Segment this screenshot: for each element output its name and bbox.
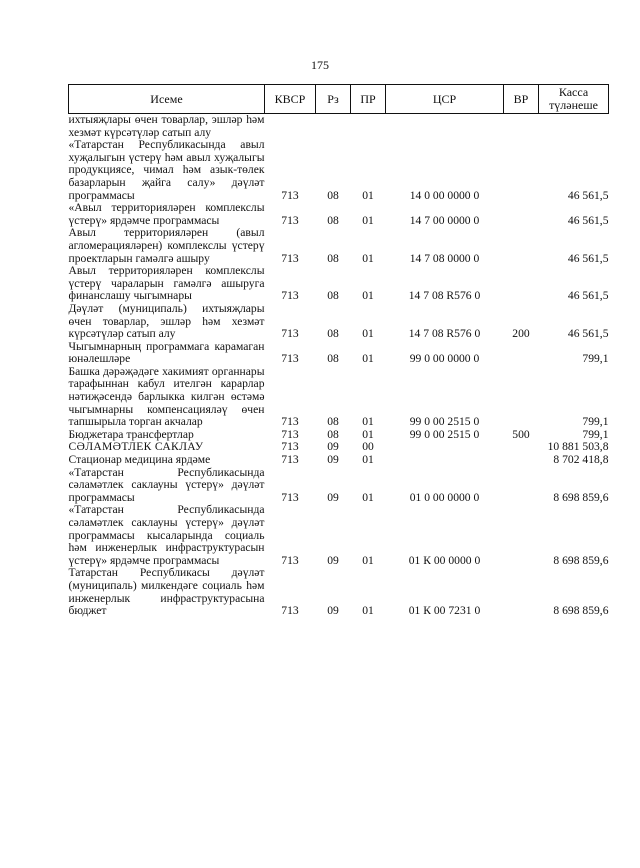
cell-amount: 46 561,5 [567,251,609,265]
cell-pr: 01 [362,553,374,567]
cell-csr: 01 0 00 0000 0 [409,490,480,504]
cell-csr: 14 7 08 0000 0 [409,251,480,265]
cell-name: Стационар медицина ярдәме [68,453,211,467]
cell-vr [504,567,539,617]
cell-kvsr: 713 [281,453,299,467]
cell-pr: 01 [362,213,374,227]
cell-pr: 01 [362,352,374,366]
cell-rz: 08 [327,352,339,366]
header-vr: ВР [504,85,539,114]
cell-rz: 08 [327,427,339,441]
cell-csr: 99 0 00 2515 0 [409,427,480,441]
cell-vr [504,454,539,467]
cell-vr [504,504,539,567]
header-pr: ПР [351,85,386,114]
cell-vr [504,139,539,202]
cell-pr: 00 [362,440,374,454]
cell-pr: 01 [362,490,374,504]
table-row [69,139,609,202]
cell-vr [504,341,539,366]
cell-kvsr [265,114,316,140]
cell-rz: 08 [327,188,339,202]
header-kassa: Касса түләнеше [539,85,609,114]
cell-amount: 8 698 859,6 [553,553,609,567]
cell-rz: 09 [327,490,339,504]
cell-rz: 08 [327,289,339,303]
cell-name: Авыл территорияләрен (авыл агломерацияләрен) комплекслы үстерү проектларын гамәлгә ашыру [68,226,265,265]
cell-pr: 01 [362,453,374,467]
cell-amount: 8 698 859,6 [553,604,609,618]
cell-vr [504,441,539,454]
cell-csr: 14 7 08 R576 0 [408,327,481,341]
cell-name: Авыл территорияләрен комплекслы үстерү чараларын гамәлгә ашыруга финанслашу чыгымнары [68,264,265,303]
cell-amount: 46 561,5 [567,327,609,341]
table-row [69,227,609,265]
cell-kvsr: 713 [281,213,299,227]
cell-name: Чыгымнарның программага карамаган юнәлешләре [68,339,265,366]
cell-pr: 01 [362,327,374,341]
cell-name: «Татарстан Республикасында сәламәтлек саклауны үстерү» дәүләт программасы [68,465,265,504]
header-kvsr: КВСР [265,85,316,114]
cell-name: «Татарстан Республикасында сәламәтлек саклауны үстерү» дәүләт программасы кысаларында социаль һәм инженерлык инфраструктурасын үстерү» ярдәмче программасы [68,503,265,567]
cell-vr [504,265,539,303]
cell-rz: 09 [327,453,339,467]
cell-csr: 14 7 00 0000 0 [409,213,480,227]
cell-name: СӘЛАМӘТЛЕК САКЛАУ [68,440,204,454]
cell-csr [386,114,504,140]
cell-kvsr: 713 [281,427,299,441]
table-row [69,567,609,617]
cell-csr: 14 7 08 R576 0 [408,289,481,303]
cell-csr: 99 0 00 0000 0 [409,352,480,366]
header-name: Исеме [69,85,265,114]
table-header-row [69,85,609,114]
cell-amount [539,114,609,140]
cell-rz: 08 [327,415,339,429]
cell-pr: 01 [362,604,374,618]
cell-rz: 09 [327,440,339,454]
cell-kvsr: 713 [281,490,299,504]
cell-kvsr: 713 [281,352,299,366]
table-row [69,114,609,140]
cell-pr: 01 [362,289,374,303]
cell-csr [386,441,504,454]
page-number: 175 [311,58,329,72]
table-row [69,202,609,227]
header-csr: ЦСР [386,85,504,114]
cell-pr: 01 [362,188,374,202]
cell-vr [504,366,539,429]
table-row [69,467,609,505]
cell-kvsr: 713 [281,327,299,341]
cell-csr: 99 0 00 2515 0 [409,415,480,429]
cell-rz [316,114,351,140]
cell-rz: 09 [327,553,339,567]
cell-name: Татарстан Республикасы дәүләт (муниципаль) милкендәге социаль һәм инженерлык инфраструктурасына бюджет [68,566,265,618]
cell-amount: 46 561,5 [567,213,609,227]
cell-name: Башка дәрәҗәдәге хакимият органнары тарафыннан кабул ителгән карарлар нәтиҗәсендә барлыкка килгән өстәмә чыгымнарны компенсацияләү өчен тапшырыла торган акчалар [68,364,265,429]
cell-amount: 8 702 418,8 [553,453,609,467]
cell-rz: 08 [327,251,339,265]
cell-amount: 8 698 859,6 [553,490,609,504]
cell-pr: 01 [362,415,374,429]
cell-amount: 46 561,5 [567,289,609,303]
cell-kvsr: 713 [281,604,299,618]
cell-pr [351,114,386,140]
cell-kvsr: 713 [281,289,299,303]
table-body [69,114,609,618]
table-row [69,454,609,467]
cell-name: «Татарстан Республикасында авыл хуҗалыгын үстерү һәм авыл хуҗалыгы продукциясе, чимал һәм азык-төлек базарларын җайга салу» дәүләт программасы [68,138,265,202]
cell-vr [504,467,539,505]
table-row [69,265,609,303]
cell-vr [504,114,539,140]
cell-pr: 01 [362,427,374,441]
cell-rz: 09 [327,604,339,618]
cell-name: ихтыяҗлары өчен товарлар, эшләр һәм хезмәт күрсәтүләр сатып алу [68,113,265,139]
cell-vr: 500 [512,427,530,441]
cell-csr: 01 К 00 7231 0 [408,604,481,618]
table-row [69,303,609,341]
cell-csr [386,454,504,467]
cell-vr: 200 [512,327,530,341]
cell-vr [504,227,539,265]
cell-vr [504,202,539,227]
cell-amount: 10 881 503,8 [547,440,609,454]
cell-amount: 46 561,5 [567,188,609,202]
cell-name: «Авыл территорияләрен комплекслы үстерү» ярдәмче программасы [68,201,265,227]
cell-kvsr: 713 [281,415,299,429]
cell-amount: 799,1 [582,352,609,366]
cell-kvsr: 713 [281,440,299,454]
cell-csr: 01 К 00 0000 0 [408,553,481,567]
table-row [69,504,609,567]
cell-kvsr: 713 [281,188,299,202]
header-rz: Рз [316,85,351,114]
cell-csr: 14 0 00 0000 0 [409,188,480,202]
budget-table [68,84,609,618]
cell-name: Бюджетара трансфертлар [68,427,194,441]
table-row [69,366,609,429]
cell-kvsr: 713 [281,251,299,265]
table-row [69,341,609,366]
cell-amount: 799,1 [582,427,609,441]
cell-kvsr: 713 [281,553,299,567]
cell-amount: 799,1 [582,415,609,429]
cell-pr: 01 [362,251,374,265]
cell-rz: 08 [327,327,339,341]
cell-name: Дәүләт (муниципаль) ихтыяҗлары өчен товарлар, эшләр һәм хезмәт күрсәтүләр сатып алу [68,301,265,341]
cell-rz: 08 [327,213,339,227]
